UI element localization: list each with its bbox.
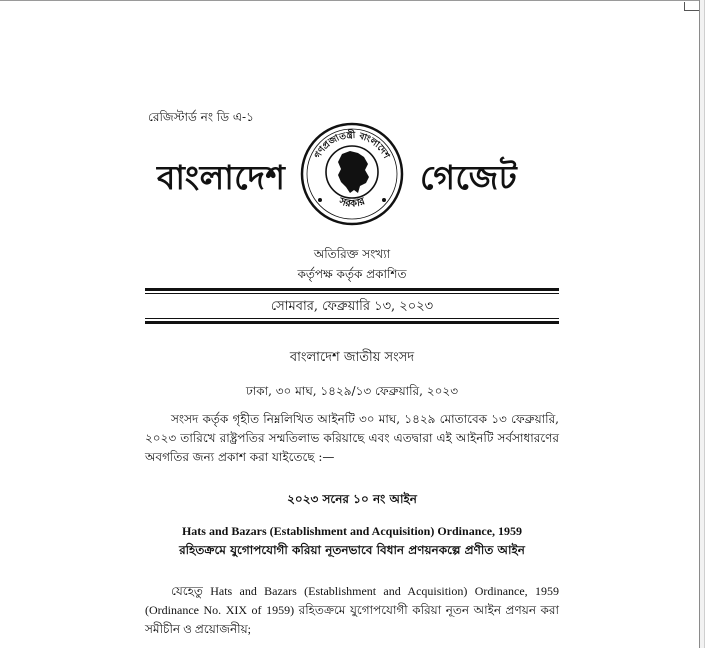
header-divider <box>145 321 559 324</box>
published-by-label: কর্তৃপক্ষ কর্তৃক প্রকাশিত <box>297 267 407 281</box>
bangladesh-map-icon <box>338 151 369 193</box>
page-top-border <box>0 0 699 3</box>
government-seal-icon <box>298 120 406 228</box>
registration-number: রেজিস্টার্ড নং ডি এ-১ <box>148 110 254 124</box>
preamble-paragraph: যেহেতু Hats and Bazars (Establishment and Acquisition) Ordinance, 1959 (Ordinance No. XIX of 1959) রহিতক্রমে যুগোপযোগী করিয়া নূতন আইন প্রণয়ন করা সমীচীন ও প্রয়োজনীয়; <box>145 584 559 636</box>
issue-date: সোমবার, ফেব্রুয়ারি ১৩, ২০২৩ <box>270 299 434 314</box>
crop-mark <box>684 2 699 11</box>
page-right-edge <box>699 0 705 648</box>
act-number: ২০২৩ সনের ১০ নং আইন <box>287 492 417 506</box>
act-subtitle: রহিতক্রমে যুগোপযোগী করিয়া নূতনভাবে বিধান প্রণয়নকল্পে প্রণীত আইন <box>179 543 525 557</box>
ordinance-title: Hats and Bazars (Establishment and Acquisition) Ordinance, 1959 <box>181 524 523 538</box>
header-divider <box>145 318 559 319</box>
seal-bottom-text: সরকার <box>337 196 367 210</box>
header-divider <box>145 288 559 291</box>
seal-top-text: গণপ্রজাতন্ত্রী বাংলাদেশ <box>313 130 391 161</box>
gazette-title-right: গেজেট <box>420 158 518 197</box>
extra-issue-label: অতিরিক্ত সংখ্যা <box>313 247 391 261</box>
gazette-title-left: বাংলাদেশ <box>157 158 286 197</box>
intro-paragraph: সংসদ কর্তৃক গৃহীত নিম্নলিখিত আইনটি ৩০ মাঘ, ১৪২৯ মোতাবেক ১৩ ফেব্রুয়ারি, ২০২৩ তারিখে রাষ্ট্রপতির সম্মতিলাভ করিয়াছে এবং এতদ্বারা এই আইনটি সর্বসাধারণের অবগতির জন্য প্রকাশ করা যাইতেছে :— <box>145 412 559 464</box>
dated-line: ঢাকা, ৩০ মাঘ, ১৪২৯/১৩ ফেব্রুয়ারি, ২০২৩ <box>245 384 458 398</box>
issuer-heading: বাংলাদেশ জাতীয় সংসদ <box>289 350 415 365</box>
header-divider <box>145 293 559 294</box>
